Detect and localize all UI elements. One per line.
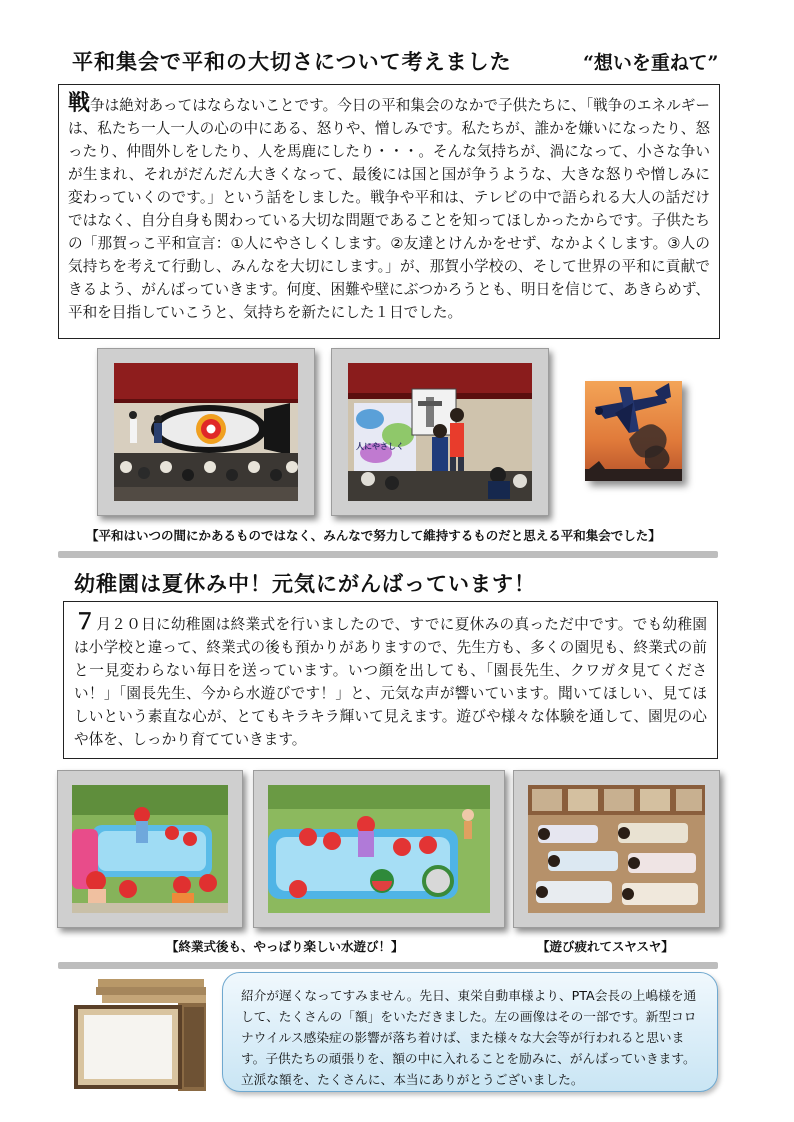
section2-body: 月２０日に幼稚園は終業式を行いましたので、すでに夏休みの真っただ中です。でも幼稚園は小学校と違って、終業式の後も預かりがありますので、先生方も、多くの園児も、終業式の前と一見変わらない毎日を送っています。いつ顔を出しても、「園長先生、クワガタ見てください！」「園長先生、今から水遊びです！」と、元気な声が響いています。聞いてほしい、見てほしいという素直な心が、とてもキラキラ輝いて見えます。遊びや様々な体験を通して、園児の心や体を、しっかり育てていきます。 xyxy=(74,616,707,748)
section2-lead-char: ７ xyxy=(74,610,97,635)
photo-frame-assembly-1 xyxy=(97,348,315,516)
assembly-poster-photo xyxy=(348,363,532,501)
waterplay-photo-2 xyxy=(268,785,490,913)
photo-frame-waterplay-2 xyxy=(253,770,505,928)
section2-caption-right: 【遊び疲れてスヤスヤ】 xyxy=(537,939,674,954)
section1-subtitle: “想いを重ねて” xyxy=(583,52,719,74)
section1-caption: 【平和はいつの間にかあるものではなく、みんなで努力して維持するものだと思える平和集会でした】 xyxy=(86,528,661,543)
assembly-bomb-image xyxy=(114,363,298,501)
waterplay-image-1 xyxy=(72,785,228,913)
section2-title: 幼稚園は夏休み中！元気にがんばっています！ xyxy=(74,572,536,596)
nap-photo xyxy=(528,785,705,913)
frames-photo xyxy=(68,977,208,1097)
photo-frame-assembly-2 xyxy=(331,348,549,516)
section1-title: 平和集会で平和の大切さについて考えました xyxy=(72,50,512,74)
warplane-icon xyxy=(585,381,682,481)
section-divider-1 xyxy=(58,551,718,558)
section2-text-box xyxy=(63,601,718,759)
assembly-bomb-photo xyxy=(114,363,298,501)
nap-image xyxy=(528,785,705,913)
picture-frames-image xyxy=(68,977,208,1097)
assembly-poster-image xyxy=(348,363,532,501)
photo-frame-nap xyxy=(513,770,720,928)
section2-caption-left: 【終業式後も、やっぱり楽しい水遊び！】 xyxy=(166,939,404,954)
section1-lead-char: 戦 xyxy=(68,91,91,116)
section1-paragraph xyxy=(68,92,710,324)
thank-you-note xyxy=(222,972,718,1092)
section2-paragraph xyxy=(74,611,707,751)
warplane-illustration xyxy=(585,381,682,481)
section-divider-2 xyxy=(58,962,718,969)
section1-body: 争は絶対あってはならないことです。今日の平和集会のなかで子供たちに、「戦争のエネルギーは、私たち一人一人の心の中にある、怒りや、憎しみです。私たちが、誰かを嫌いになったり、怒ったり、仲間外しをしたり、人を馬鹿にしたり・・・。そんな気持ちが、渦になって、小さな争いが生まれ、それがだんだん大きくなって、最後には国と国が争うような、大きな怒りや憎しみに変わっていくのです。」という話をしました。戦争や平和は、テレビの中で語られる大人の話だけではなく、自分自身も関わっている大切な問題であることを知ってほしかったからです。子供たちの「那賀っこ平和宣言：①人にやさしくします。②友達とけんかをせず、なかよくします。③人の気持ちを考えて行動し、みんなを大切にします。」が、那賀小学校の、そして世界の平和に貢献できるよう、がんばっていきます。何度、困難や壁にぶつかろうとも、明日を信じて、あきらめず、平和を目指していこうと、気持ちを新たにした１日でした。 xyxy=(68,97,710,321)
poster-text: 人にやさしく xyxy=(356,442,404,451)
waterplay-photo-1 xyxy=(72,785,228,913)
waterplay-image-2 xyxy=(268,785,490,913)
photo-frame-waterplay-1 xyxy=(57,770,243,928)
section1-text-box xyxy=(58,84,720,339)
thank-you-note-text: 紹介が遅くなってすみません。先日、東栄自動車様より、PTA会長の上嶋様を通して、たくさんの「額」をいただきました。左の画像はその一部です。新型コロナウイルス感染症の影響が落ち着けば、また様々な大会等が行われると思います。子供たちの頑張りを、額の中に入れることを励みに、がんばっていきます。立派な額を、たくさんに、本当にありがとうございました。 xyxy=(241,988,697,1087)
